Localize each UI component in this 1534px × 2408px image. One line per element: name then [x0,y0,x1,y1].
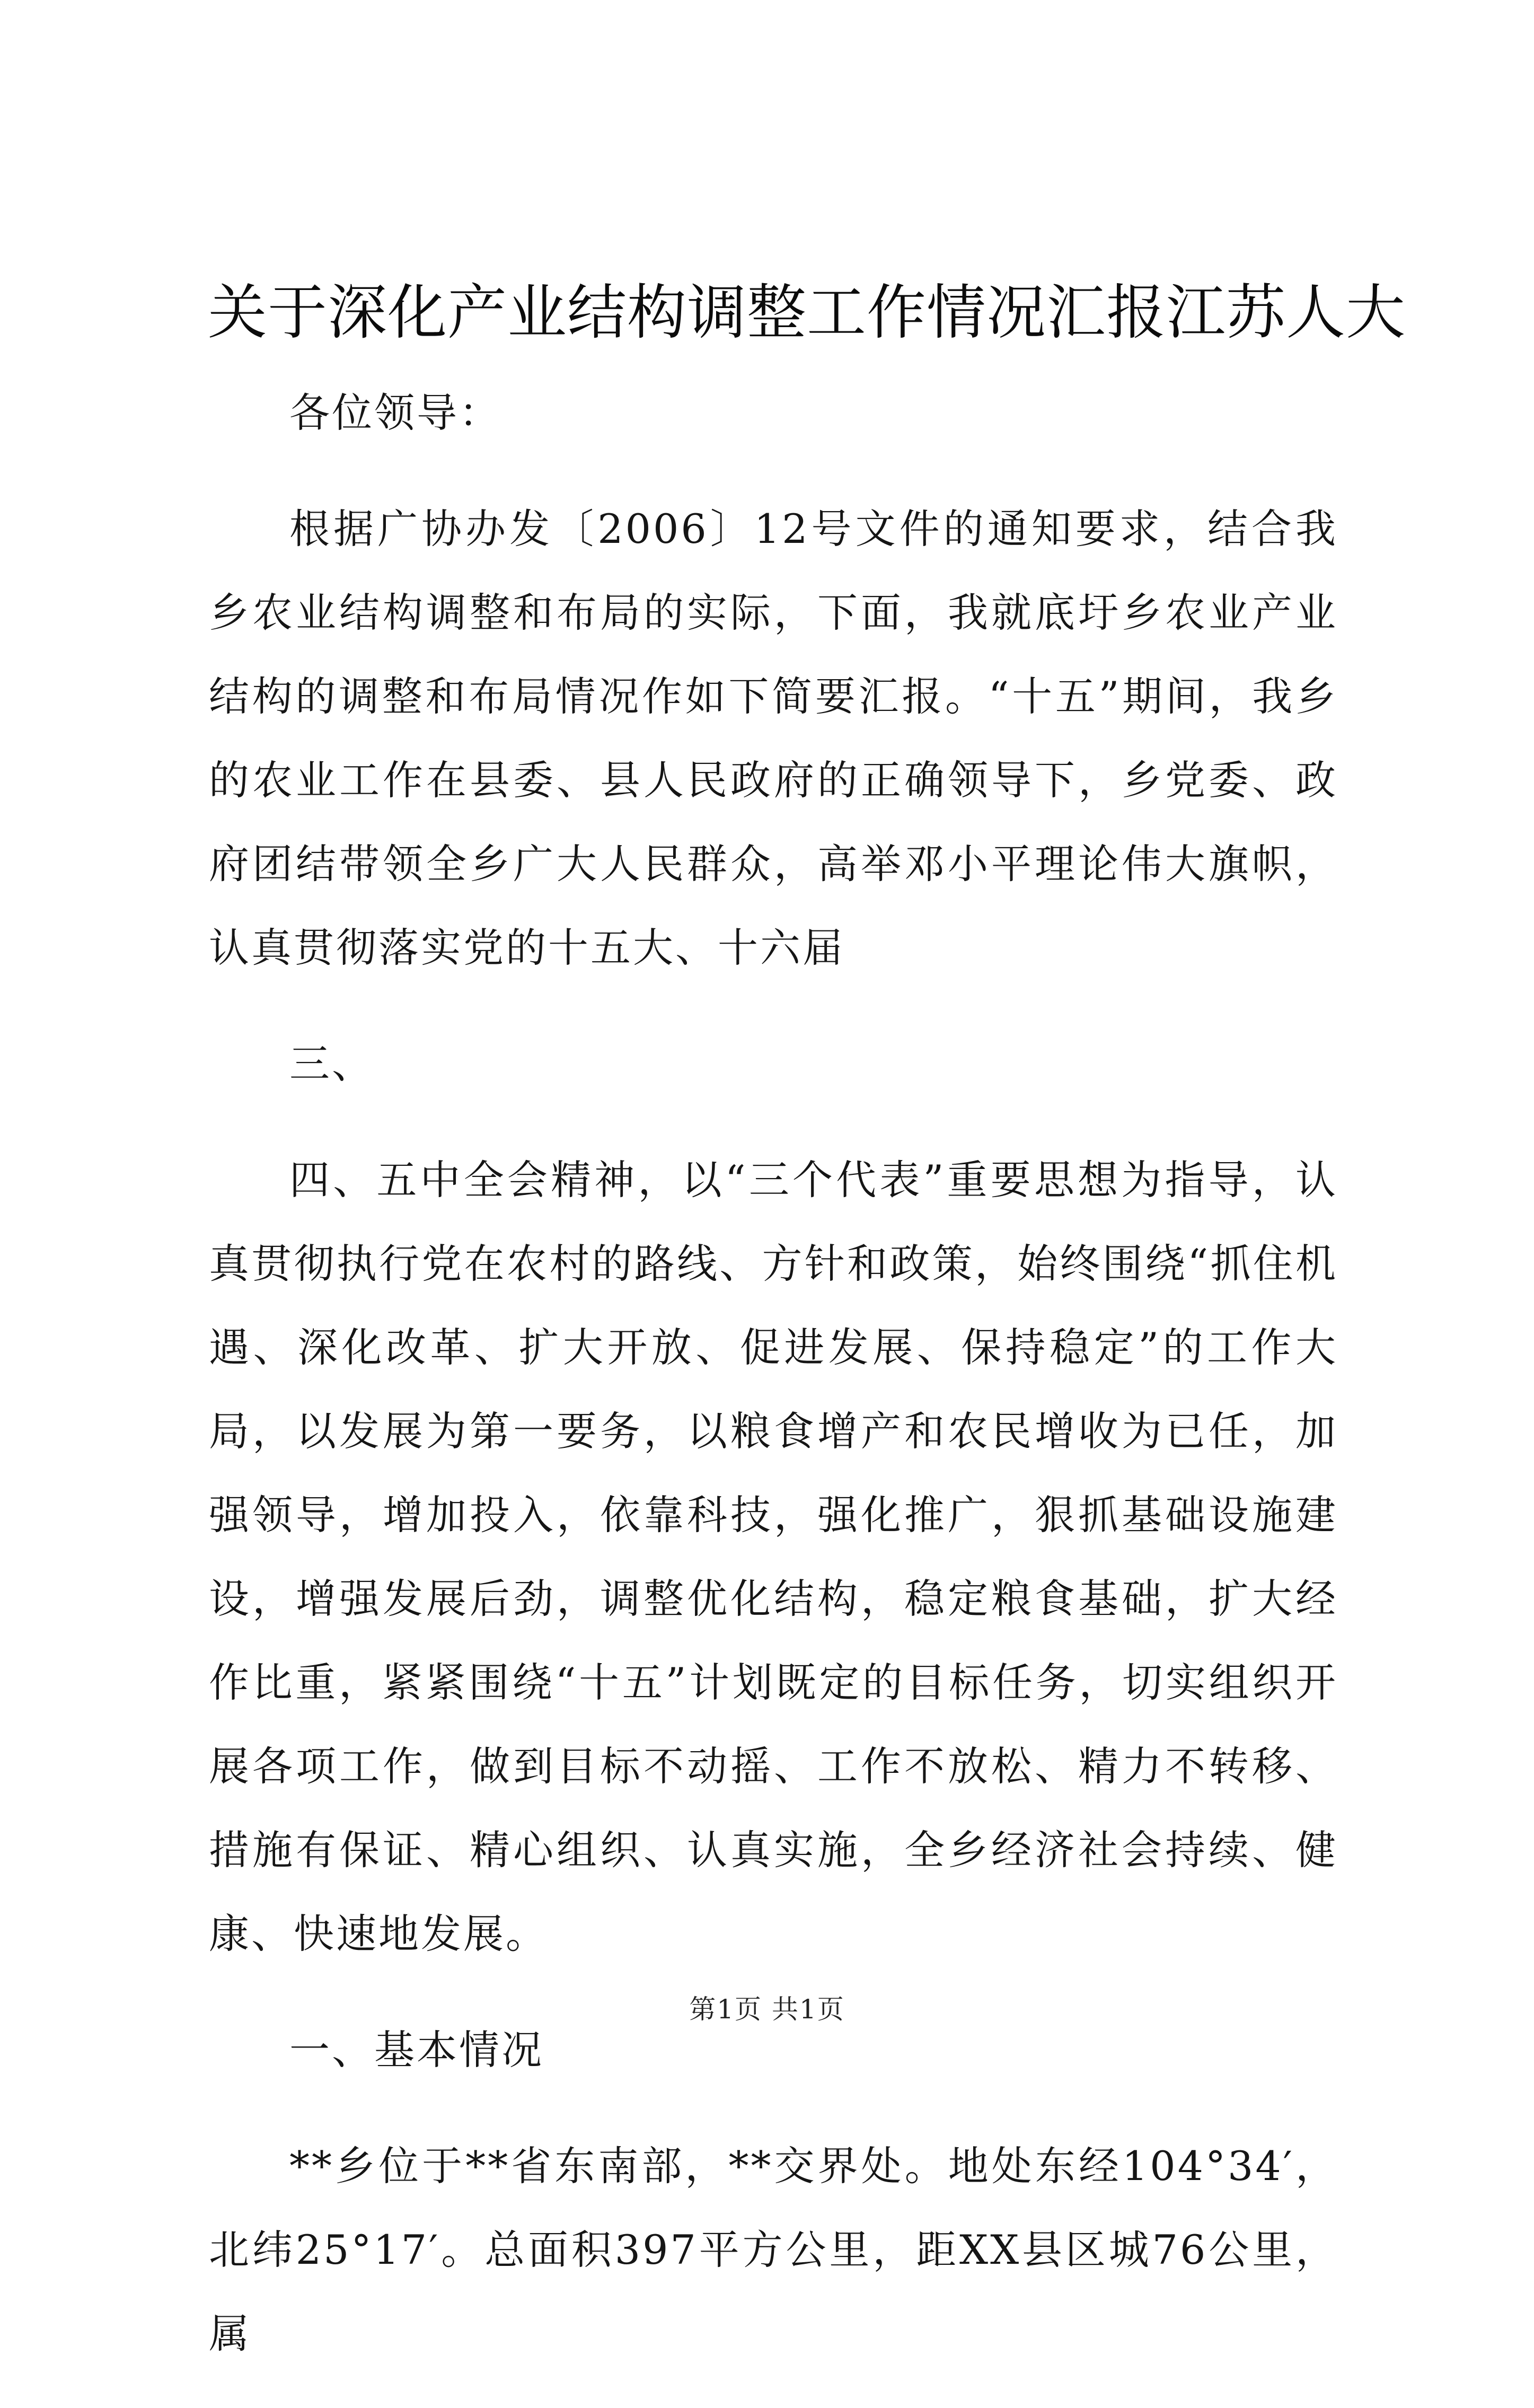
document-body [209,371,1338,2408]
location-paragraph: **乡位于**省东南部，**交界处。地处东经104°34′，北纬25°17′。总面积397平方公里，距XX县区城76公里，属 [209,2142,1338,2357]
section-heading-basic: 一、基本情况 [289,2026,544,2073]
section-three-paragraph: 三、 [289,1040,374,1087]
document-title: 关于深化产业结构调整工作情况汇报江苏人大 [208,278,1406,347]
intro-paragraph: 根据广协办发〔2006〕12号文件的通知要求，结合我乡农业结构调整和布局的实际，下面，我就底圩乡农业产业结构的调整和布局情况作如下简要汇报。“十五”期间，我乡的农业工作在县委、县人民政府的正确领导下，乡党委、政府团结带领全乡广大人民群众，高举邓小平理论伟大旗帜，认真贯彻落实党的十五大、十六届 [209,505,1338,971]
salutation-paragraph: 各位领导： [289,389,501,436]
page-footer: 第1页 共1页 [689,1994,845,2025]
spirit-paragraph: 四、五中全会精神，以“三个代表”重要思想为指导，认真贯彻执行党在农村的路线、方针和政策，始终围绕“抓住机遇、深化改革、扩大开放、促进发展、保持稳定”的工作大局，以发展为第一要务，以粮食增产和农民增收为已任，加强领导，增加投入，依靠科技，强化推广，狠抓基础设施建设，增强发展后劲，调整优化结构，稳定粮食基础，扩大经作比重，紧紧围绕“十五”计划既定的目标任务，切实组织开展各项工作，做到目标不动摇、工作不放松、精力不转移、措施有保证、精心组织、认真实施，全乡经济社会持续、健康、快速地发展。 [209,1156,1338,1957]
